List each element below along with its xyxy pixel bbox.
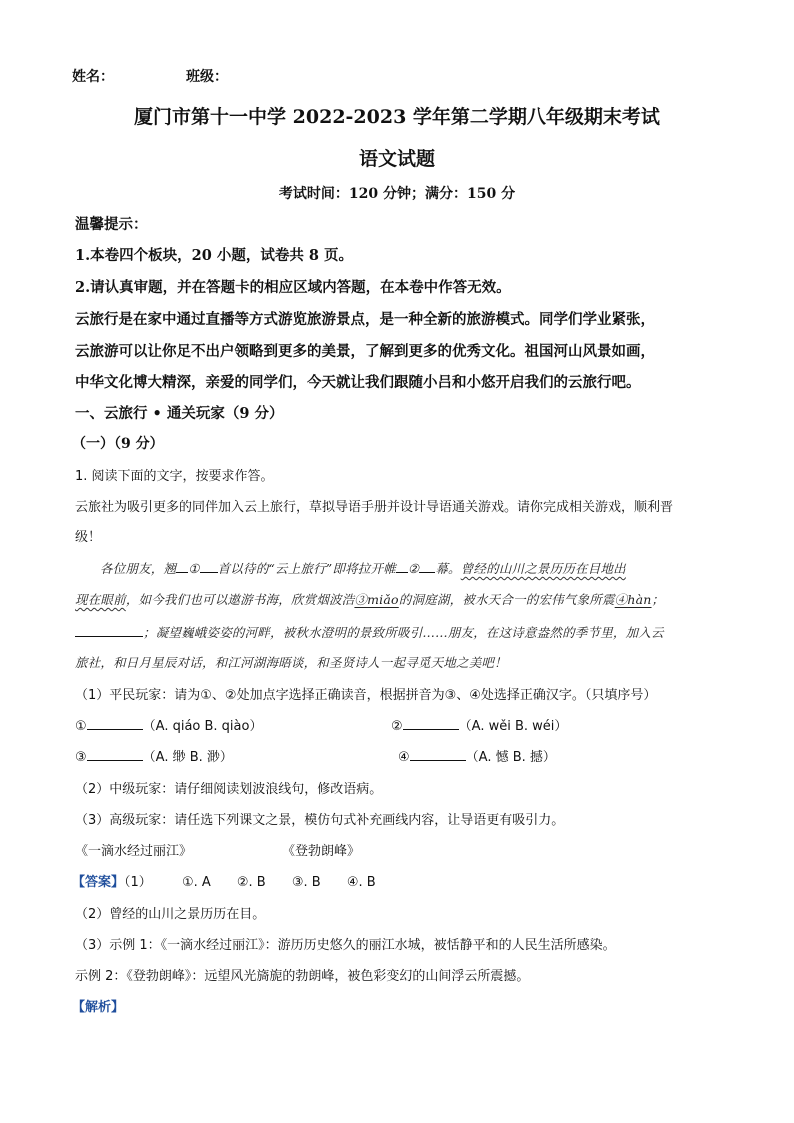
- answer-blank-1: [87, 715, 143, 730]
- tips-item-1: 1.本卷四个板块，20 小题，试卷共 8 页。: [75, 247, 354, 264]
- answer-blank-3: [87, 746, 143, 761]
- intro-line-3: 中华文化博大精深，亲爱的同学们，今天就让我们跟随小吕和小悠开启我们的云旅行吧。: [75, 374, 641, 391]
- passage-line-4: 旅社，和日月星辰对话，和江河湖海晤谈，和圣贤诗人一起寻觅天地之美吧！: [75, 655, 507, 670]
- choice-2: 《登勃朗峰》: [282, 844, 361, 859]
- marker-1: ①: [188, 561, 200, 576]
- option-row-1: ① （A. qiáo B. qiào）: [75, 715, 262, 734]
- section-heading: 一、云旅行 • 通关玩家（9 分）: [75, 405, 284, 422]
- wavy-sentence-part-2: 现在眼前: [75, 592, 126, 607]
- tips-item-2: 2.请认真审题，并在答题卡的相应区域内答题，在本卷中作答无效。: [75, 279, 511, 296]
- sub-question-3: （3）高级玩家：请任选下列课文之景，模仿句式补充画线内容，让导语更有吸引力。: [75, 813, 565, 828]
- answer-1-2: ②. B: [236, 875, 266, 890]
- choice-1: 《一滴水经过丽江》: [75, 844, 193, 859]
- section-part: （一）（9 分）: [72, 436, 164, 452]
- marker-2: ②: [407, 561, 420, 576]
- class-label: 班级：: [186, 69, 228, 85]
- answer-row-3: （3）示例 1：《一滴水经过丽江》：游历历史悠久的丽江水城，被恬静平和的人民生活所感染。: [75, 938, 616, 953]
- marker-3: ③miǎo: [354, 592, 399, 607]
- answer-blank-4: [410, 746, 466, 761]
- passage-line-1: 各位朋友，翘 ① 首以待的“云上旅行”即将拉开帷 ② 幕。曾经的山川之景历历在目地出: [100, 558, 626, 577]
- intro-line-1: 云旅行是在家中通过直播等方式游览旅游景点，是一种全新的旅游模式。同学们学业紧张，: [75, 311, 655, 328]
- passage-line-3: ；凝望巍峨姿姿的河畔，被秋水澄明的景致所吸引……朋友，在这诗意盎然的季节里，加入云: [75, 622, 664, 641]
- page-title: 厦门市第十一中学 2022-2023 学年第二学期八年级期末考试: [134, 106, 660, 128]
- analysis-label: 【解析】: [72, 1000, 125, 1015]
- answer-row-4: 示例 2：《登勃朗峰》：远望风光旖旎的勃朗峰，被色彩变幻的山间浮云所震撼。: [75, 969, 530, 984]
- question-1-desc-2: 级！: [75, 530, 102, 545]
- passage-line-2: 现在眼前，如今我们也可以遨游书海，欣赏烟波浩③miǎo的洞庭湖，被水天合一的宏伟气象所震④hàn；: [75, 592, 665, 607]
- page-subtitle: 语文试题: [358, 148, 435, 170]
- answer-row-1: 【答案】（1） ①. A ②. B ③. B ④. B: [72, 875, 376, 890]
- exam-info: 考试时间：120 分钟；满分：150 分: [278, 186, 516, 202]
- answer-1-3: ③. B: [291, 875, 321, 890]
- answer-label: 【答案】: [72, 875, 125, 890]
- marker-4: ④hàn: [614, 592, 652, 607]
- option-row-4: ④ （A. 憾 B. 撼）: [398, 746, 556, 765]
- tips-heading: 温馨提示：: [75, 216, 148, 233]
- name-label: 姓名：: [72, 69, 114, 85]
- wavy-sentence-part-1: 曾经的山川之景历历在目地出: [460, 561, 626, 576]
- option-row-3: ③ （A. 缈 B. 渺）: [75, 746, 233, 765]
- intro-line-2: 云旅游可以让你足不出户领略到更多的美景，了解到更多的优秀文化。祖国河山风景如画，: [75, 343, 655, 360]
- question-1-desc-1: 云旅社为吸引更多的同伴加入云上旅行，草拟导语手册并设计导语通关游戏。请你完成相关游戏，顺利晋: [75, 500, 674, 515]
- fill-in-blank: [75, 622, 143, 637]
- answer-1-4: ④. B: [346, 875, 376, 890]
- answer-1-1: ①. A: [181, 875, 211, 890]
- answer-blank-2: [403, 715, 459, 730]
- question-1-stem: 1. 阅读下面的文字，按要求作答。: [75, 469, 274, 484]
- sub-question-1: （1）平民玩家：请为①、②处加点字选择正确读音，根据拼音为③、④处选择正确汉字。（只填序号）: [75, 688, 657, 703]
- sub-question-2: （2）中级玩家：请仔细阅读划波浪线句，修改语病。: [75, 782, 383, 797]
- answer-row-2: （2）曾经的山川之景历历在目。: [75, 907, 266, 922]
- option-row-2: ② （A. wěi B. wéi）: [391, 715, 567, 734]
